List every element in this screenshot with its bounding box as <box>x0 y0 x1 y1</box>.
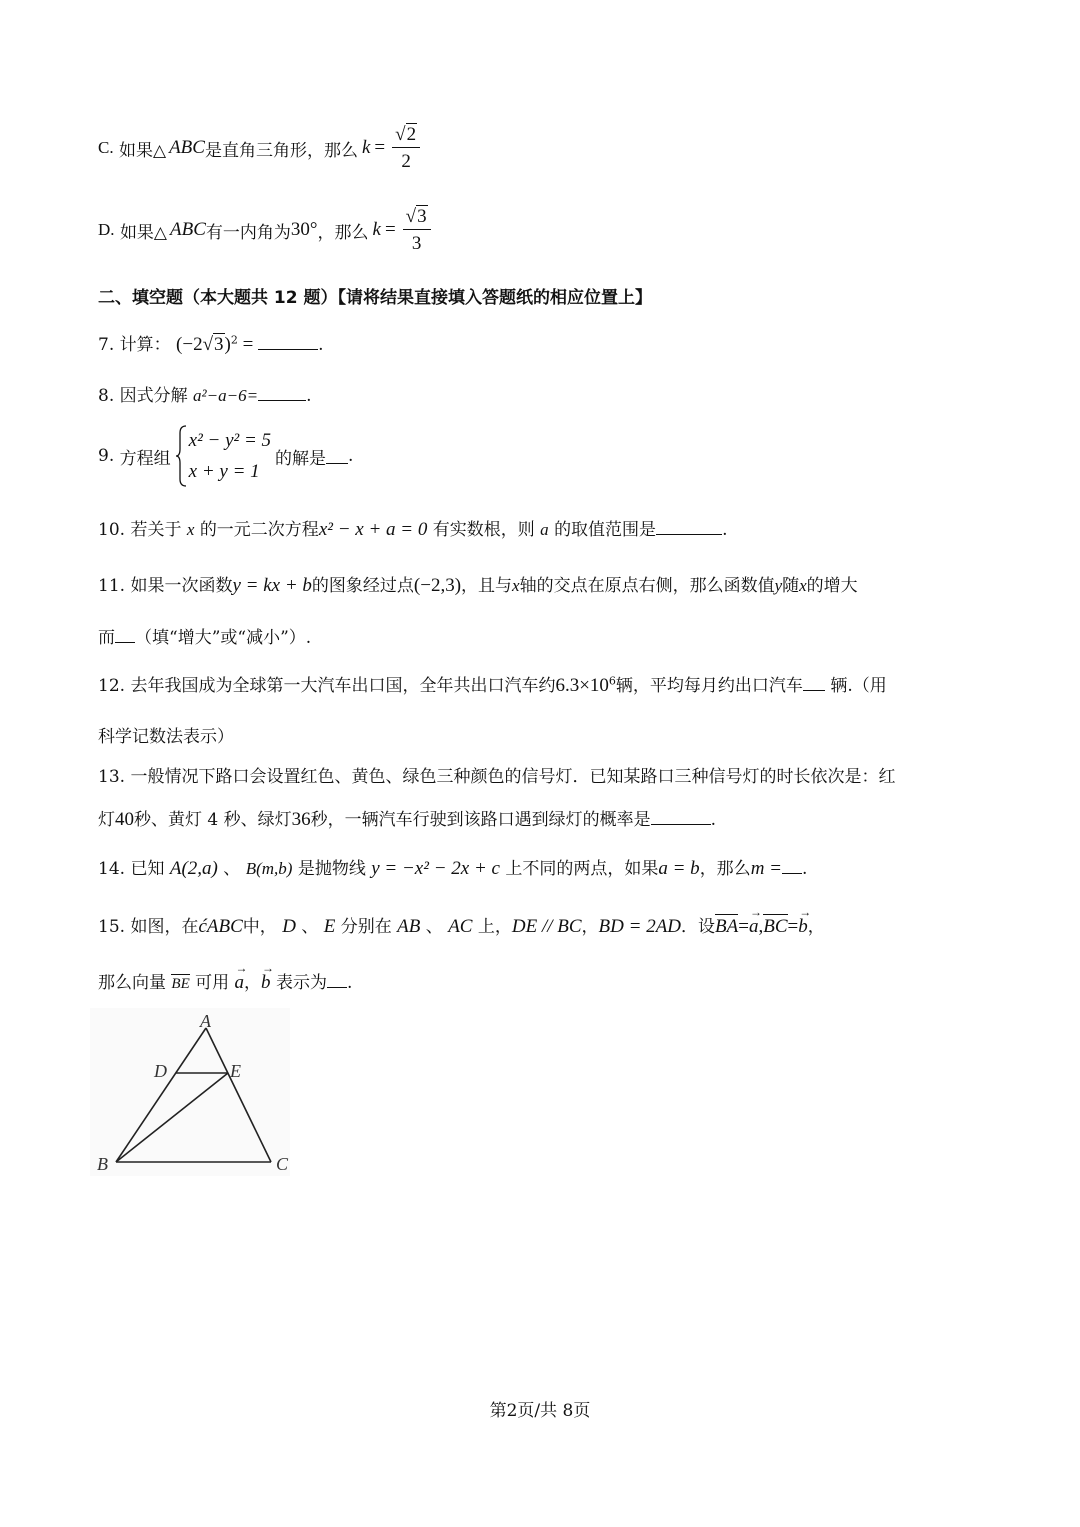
q14-text: 已知 <box>130 859 165 879</box>
q12-answer-blank[interactable] <box>803 676 825 691</box>
question-11 <box>98 571 858 597</box>
arrow-icon: → <box>262 961 275 975</box>
q15-vec-b-letter: b <box>798 916 808 937</box>
q8-expr: a²−a−6= <box>193 386 259 405</box>
option-c-root: 2 <box>406 123 417 145</box>
option-d <box>98 200 434 260</box>
q13-answer-blank[interactable] <box>651 810 711 825</box>
q13-text: 一般情况下路口会设置红色、黄色、绿色三种颜色的信号灯．已知某路口三种信号灯的时长依次是：红 <box>130 767 896 787</box>
q11-answer-blank[interactable] <box>115 628 135 643</box>
q14-point-b: B(m,b) <box>245 859 293 878</box>
q11-line2a: 而 <box>98 628 115 648</box>
q11-text4: 轴的交点在原点右侧，那么函数值 <box>519 576 775 596</box>
q15-point-e: E <box>323 916 336 937</box>
q11-text2: 的图象经过点 <box>311 576 414 596</box>
q13-line2c: 秒，一辆汽车行驶到该路口遇到绿灯的概率是 <box>310 810 651 830</box>
q15-text3: 分别在 <box>340 917 392 937</box>
q15-line2c: 表示为 <box>275 973 327 993</box>
q12-number: 12. <box>98 676 126 696</box>
q9-number: 9. <box>98 446 115 466</box>
question-7: 7. 计算： $(-2√3)^2$ = . <box>98 333 324 355</box>
option-d-text2: 有一内角为 <box>205 222 291 243</box>
q15-vec-a-letter: a <box>748 916 759 937</box>
q9-equation-1: x² − y² = 5 <box>188 430 272 451</box>
q12-text3: 辆.（用 <box>830 676 887 696</box>
q15-vector-be: BE <box>171 976 190 992</box>
label-e: E <box>230 1061 241 1081</box>
q8-answer-blank[interactable] <box>258 386 306 401</box>
q15-eq-a: = <box>738 916 749 937</box>
q12-text: 去年我国成为全球第一大汽车出口国，全年共出口汽车约 <box>130 676 556 696</box>
q7-answer-blank[interactable] <box>258 335 318 350</box>
q15-vector-ba: BA <box>715 916 739 937</box>
brace-icon <box>175 425 187 487</box>
q9-equation-2: x + y = 1 <box>188 461 260 482</box>
q15-text4: 上， <box>477 917 512 937</box>
arrow-icon: → <box>799 905 812 919</box>
q15-point-d: D <box>282 916 296 937</box>
q15-sep3: ， <box>244 973 262 993</box>
q9-end: . <box>348 446 354 466</box>
option-d-text3: ，那么 <box>317 222 369 243</box>
q8-number: 8. <box>98 386 115 406</box>
question-15 <box>98 905 825 938</box>
q10-text3: 有实数根，则 <box>432 520 535 540</box>
q13-end: . <box>710 810 717 830</box>
option-c-eq: = <box>374 137 386 158</box>
question-13-line-2 <box>98 805 716 831</box>
q11-expr: y = kx + b <box>232 575 312 596</box>
option-c-label: C. <box>98 138 114 157</box>
q15-line2a: 那么向量 <box>98 973 166 993</box>
q14-answer-blank[interactable] <box>782 859 802 874</box>
q14-cond: a = b <box>658 858 700 879</box>
q11-var3: x <box>799 576 807 595</box>
q15-vec-a2-letter: a <box>234 972 245 993</box>
triangle-figure <box>90 1008 310 1180</box>
q11-text3: ，且与 <box>461 576 513 596</box>
q15-sep2: 、 <box>425 917 443 937</box>
q7-root: 3 <box>214 334 224 355</box>
q7-exp: 2 <box>230 333 238 347</box>
q11-point: (−2,3) <box>413 575 462 596</box>
q15-text6: ， <box>807 917 825 937</box>
q7-number: 7. <box>98 335 115 355</box>
q14-ask: m = <box>750 858 782 879</box>
q15-vec-b2 <box>261 961 275 994</box>
q10-text4: 的取值范围是 <box>554 520 657 540</box>
q11-var: x <box>512 576 520 595</box>
q14-text2: 是抛物线 <box>297 859 366 879</box>
option-c-den: 2 <box>401 150 411 172</box>
question-9 <box>98 424 353 488</box>
q11-text5: 随 <box>782 576 800 596</box>
q15-end: . <box>346 973 353 993</box>
q10-expr: x² − x + a = 0 <box>318 519 428 540</box>
q9-system <box>175 425 271 487</box>
q11-text: 如果一次函数 <box>130 576 233 596</box>
q7-expr-b: ) <box>224 334 231 355</box>
question-13 <box>98 762 895 787</box>
option-d-den: 3 <box>411 232 422 254</box>
q12-text2: 辆，平均每月约出口汽车 <box>615 676 803 696</box>
q15-comma2: , <box>758 916 764 937</box>
q14-expr: y = −x² − 2x + c <box>371 858 500 879</box>
q15-vec-b <box>798 905 812 938</box>
q7-eq: = <box>237 334 259 355</box>
q11-number: 11. <box>98 576 126 596</box>
q13-line2a: 灯 <box>98 810 115 830</box>
q7-text: 计算： <box>119 335 171 355</box>
section-2-heading: 二、填空题（本大题共 12 题）【请将结果直接填入答题纸的相应位置上】 <box>98 288 652 308</box>
q10-number: 10. <box>98 520 126 540</box>
option-d-angle: 30° <box>290 219 318 240</box>
q13-number: 13. <box>98 767 126 787</box>
q15-answer-blank[interactable] <box>327 973 347 988</box>
q14-point-a: A(2,a) <box>169 858 218 879</box>
q9-text: 方程组 <box>119 448 171 469</box>
figure-background <box>90 1008 290 1176</box>
option-d-var: k <box>372 219 381 240</box>
q15-text: 如图，在 <box>130 917 199 937</box>
q15-relation: BD = 2AD <box>598 916 682 937</box>
q15-triangle: ćABC <box>198 916 243 937</box>
q15-seg-ac: AC <box>448 916 473 937</box>
question-11-line-2 <box>98 623 311 648</box>
q15-vector-bc: BC <box>763 916 788 937</box>
arrow-icon: → <box>749 905 762 919</box>
question-15-line-2 <box>98 961 353 994</box>
q13-green-seconds: 36 <box>291 809 311 830</box>
option-d-triangle: ABC <box>170 219 206 240</box>
option-d-root: 3 <box>417 205 427 227</box>
q10-text2: 的一元二次方程 <box>199 520 319 540</box>
arrow-icon: → <box>235 961 248 975</box>
q10-end: . <box>722 520 728 540</box>
q15-number: 15. <box>98 917 126 937</box>
q15-eq-b: = <box>787 916 799 937</box>
q14-text3: 上不同的两点，如果 <box>505 859 659 879</box>
option-c-fraction: $\frac{√2}{2}$ <box>392 124 420 173</box>
q12-exp: 6 <box>608 674 616 688</box>
label-a: A <box>200 1011 211 1031</box>
q14-sep: 、 <box>223 859 241 879</box>
q13-line2b: 秒、黄灯 4 秒、绿灯 <box>134 810 292 830</box>
question-12 <box>98 671 887 697</box>
q15-text5: ．设 <box>681 917 716 937</box>
q15-text2: 中， <box>242 917 277 937</box>
q7-expr-a: (−2 <box>176 334 203 355</box>
q15-vec-b2-letter: b <box>261 972 271 993</box>
q14-number: 14. <box>98 859 126 879</box>
option-c <box>98 118 423 178</box>
q9-text2: 的解是 <box>275 448 327 469</box>
question-12-line-2: 科学记数法表示） <box>98 727 234 747</box>
q11-var2: y <box>774 576 783 595</box>
q14-end: . <box>801 859 808 879</box>
q15-line2b: 可用 <box>195 973 230 993</box>
q11-text6: 的增大 <box>806 576 858 596</box>
option-c-text: 如果△ <box>119 140 167 161</box>
q10-var: x <box>186 520 195 539</box>
q8-end: . <box>306 386 312 406</box>
label-d: D <box>154 1061 167 1081</box>
q12-value: 6.3×10 <box>555 675 609 696</box>
page-footer: 第2页/共 8页 <box>489 1401 591 1421</box>
q13-red-seconds: 40 <box>115 809 134 830</box>
option-d-text: 如果△ <box>119 222 168 243</box>
option-d-eq: = <box>384 219 396 240</box>
q7-end: . <box>318 335 324 355</box>
q15-comma: ， <box>581 917 599 937</box>
q10-text: 若关于 <box>130 520 182 540</box>
q9-answer-blank[interactable] <box>326 449 348 464</box>
q10-answer-blank[interactable] <box>656 520 722 535</box>
q14-text4: ，那么 <box>699 859 751 879</box>
option-c-text2: 是直角三角形，那么 <box>204 140 358 161</box>
option-d-label: D. <box>98 220 115 239</box>
q8-text: 因式分解 <box>119 386 188 406</box>
q10-var2: a <box>540 520 549 539</box>
question-8 <box>98 381 311 406</box>
option-d-fraction: $\frac{√3}{3}$ <box>403 206 431 255</box>
q15-vec-a <box>748 905 762 938</box>
question-14 <box>98 854 807 880</box>
label-b: B <box>97 1154 108 1174</box>
q15-vec-a2 <box>234 961 248 994</box>
q15-parallel: DE // BC <box>511 916 582 937</box>
option-c-triangle: ABC <box>169 137 205 158</box>
q15-seg-ab: AB <box>397 916 421 937</box>
question-10 <box>98 515 727 541</box>
q11-line2b: （填“增大”或“减小”）. <box>135 628 312 648</box>
label-c: C <box>276 1154 289 1174</box>
option-c-var: k <box>361 137 371 158</box>
q15-sep: 、 <box>301 917 319 937</box>
